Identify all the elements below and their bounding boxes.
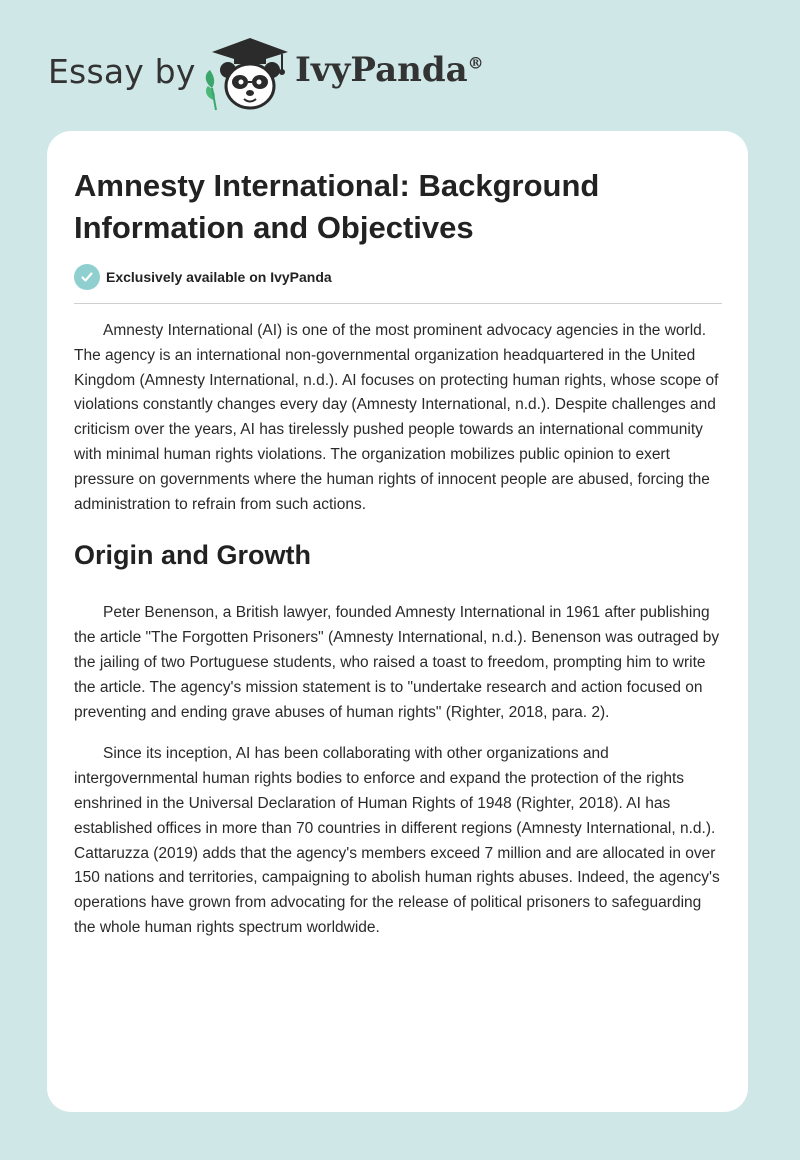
site-header: [0, 0, 800, 130]
exclusive-badge: [74, 263, 332, 291]
registered-mark: ®: [467, 53, 484, 73]
divider: [74, 303, 722, 304]
brand-name[interactable]: [295, 50, 484, 90]
exclusive-badge-text: Exclusively available on IvyPanda: [106, 269, 332, 285]
essay-title: Amnesty International: Background Information and Objectives: [74, 168, 600, 245]
essay-by-label: Essay by: [48, 52, 196, 91]
essay-card: [47, 131, 748, 1112]
section-heading-origin: Origin and Growth: [74, 540, 311, 571]
check-icon: [74, 264, 100, 290]
intro-paragraph: Amnesty International (AI) is one of the most prominent advocacy agencies in the world. The agency is an international non-governmental organization headquartered in the United Kingdom (Amnesty International, n.d.). AI focuses on protecting human rights, whose scope of violations constantly changes every day (Amnesty International, n.d.). Despite challenges and criticism over the years, AI has tirelessly pushed people towards an international community with minimal human rights violations. The organization mobilizes public opinion to exert pressure on governments where the human rights of innocent people are abused, forcing the administration to refrain from such actions.: [74, 322, 719, 513]
origin-paragraph: Peter Benenson, a British lawyer, founded Amnesty International in 1961 after publishing the article "The Forgotten Prisoners" (Amnesty International, n.d.). Benenson was outraged by the jailing of two Portuguese students, who raised a toast to freedom, prompting him to write the article. The agency's mission statement is to "undertake research and action focused on preventing and ending grave abuses of human rights" (Righter, 2018, para. 2).: [74, 604, 720, 721]
brand-name-text: IvyPanda: [295, 50, 468, 90]
panda-logo-icon[interactable]: [200, 30, 300, 114]
growth-paragraph: Since its inception, AI has been collaborating with other organizations and intergovernmental human rights bodies to enforce and expand the protection of the rights enshrined in the Universal Declaration of Human Rights of 1948 (Righter, 2018). AI has established offices in more than 70 countries in different regions (Amnesty International, n.d.). Cattaruzza (2019) adds that the agency's members exceed 7 million and are allocated in over 150 nations and territories, campaigning to abolish human rights abuses. Indeed, the agency's operations have grown from advocating for the release of political prisoners to safeguarding the whole human rights spectrum worldwide.: [74, 745, 720, 936]
essay-body: [74, 319, 722, 958]
